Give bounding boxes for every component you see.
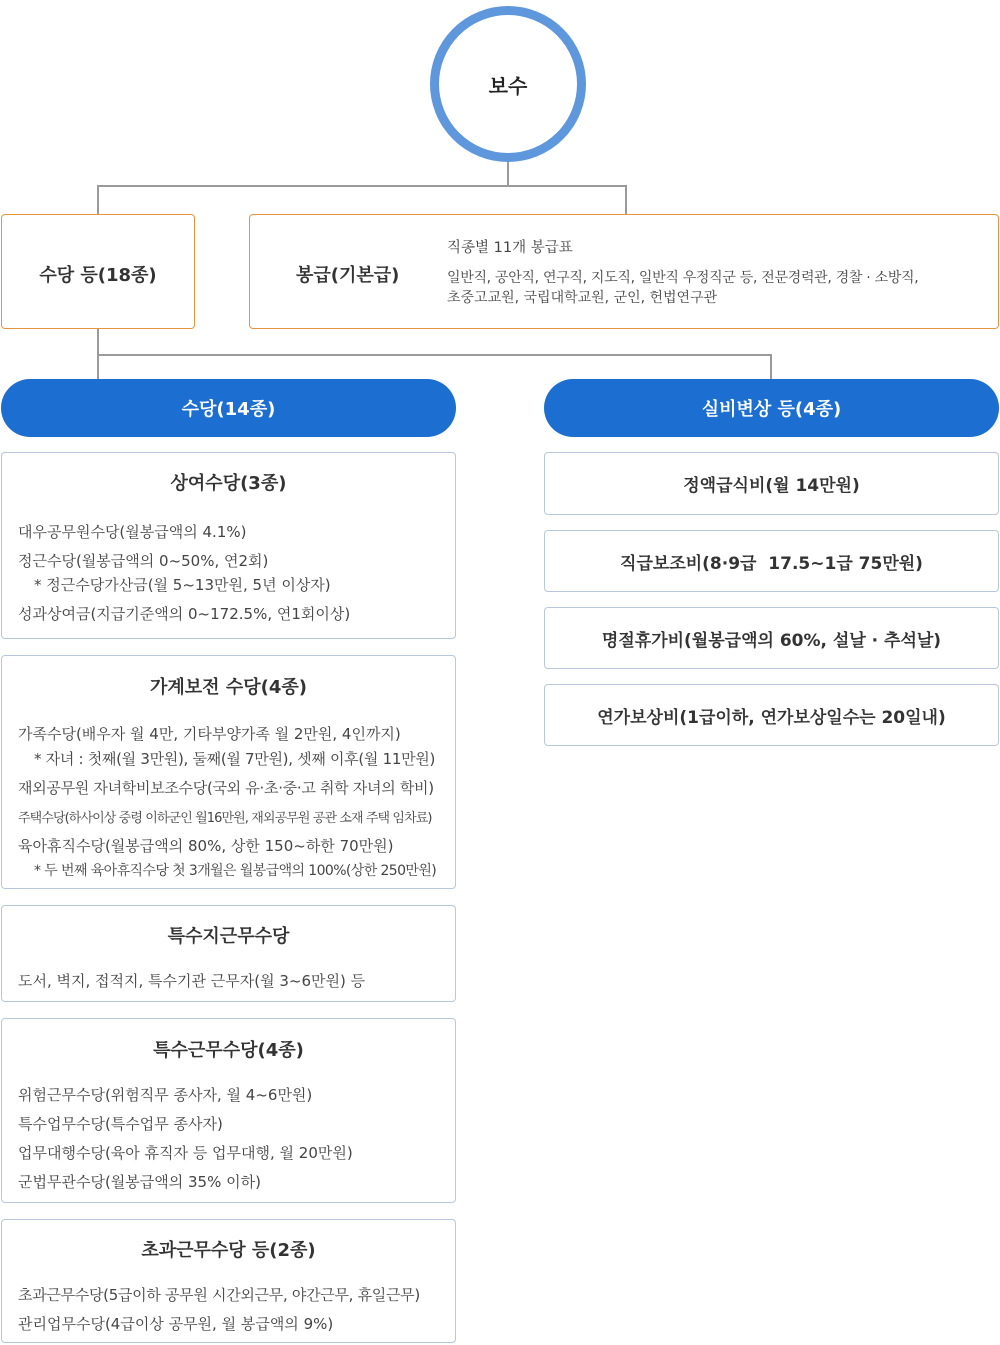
connector-root-down bbox=[507, 162, 509, 186]
household-allowance-line: 재외공무원 자녀학비보조수당(국외 유·초·중·고 취학 자녀의 학비) bbox=[18, 779, 434, 797]
bonus-allowance-line: 성과상여금(지급기준액의 0~172.5%, 연1회이상) bbox=[18, 605, 351, 623]
rank-subsidy-box bbox=[544, 530, 999, 592]
special-duty-allowance-title: 특수근무수당(4종) bbox=[153, 1040, 304, 1061]
basic-pay-box bbox=[249, 214, 999, 329]
household-allowance-note: * 두 번째 육아휴직수당 첫 3개월은 월봉급액의 100%(상한 250만원) bbox=[34, 863, 437, 879]
special-duty-allowance-line: 특수업무수당(특수업무 종사자) bbox=[18, 1115, 223, 1133]
bonus-allowance-line: 대우공무원수당(월봉급액의 4.1%) bbox=[18, 523, 247, 541]
connector-to-expenses bbox=[770, 354, 772, 379]
annual-leave-compensation-label: 연가보상비(1급이하, 연가보상일수는 20일내) bbox=[597, 707, 946, 728]
expenses-header-pill bbox=[544, 379, 999, 437]
basic-pay-description-line2: 초중고교원, 국립대학교원, 군인, 헌법연구관 bbox=[447, 290, 718, 306]
holiday-bonus-box bbox=[544, 607, 999, 669]
expenses-header-label: 실비변상 등(4종) bbox=[701, 399, 842, 420]
overtime-allowance-line: 관리업무수당(4급이상 공무원, 월 봉급액의 9%) bbox=[18, 1315, 334, 1333]
connector-top-horizontal bbox=[97, 185, 627, 187]
bonus-allowance-note: * 정근수당가산금(월 5~13만원, 5년 이상자) bbox=[34, 576, 331, 594]
household-allowance-line: 가족수당(배우자 월 4만, 기타부양가족 월 2만원, 4인까지) bbox=[18, 725, 401, 743]
connector-to-basic-pay bbox=[625, 185, 627, 214]
household-allowance-box bbox=[1, 655, 456, 889]
household-allowance-title: 가계보전 수당(4종) bbox=[150, 677, 307, 698]
overtime-allowance-line: 초과근무수당(5급이하 공무원 시간외근무, 야간근무, 휴일근무) bbox=[18, 1286, 420, 1304]
basic-pay-subtitle: 직종별 11개 봉급표 bbox=[447, 240, 573, 256]
special-duty-allowance-box bbox=[1, 1018, 456, 1203]
allowances-header-label: 수당(14종) bbox=[181, 399, 276, 420]
overtime-allowance-box bbox=[1, 1219, 456, 1343]
basic-pay-description-line1: 일반직, 공안직, 연구직, 지도직, 일반직 우정직군 등, 전문경력관, 경찰 · 소방직, bbox=[447, 270, 919, 286]
bonus-allowance-line: 정근수당(월봉급액의 0~50%, 연2회) bbox=[18, 552, 269, 570]
special-duty-allowance-line: 위험근무수당(위험직무 종사자, 월 4~6만원) bbox=[18, 1086, 313, 1104]
bonus-allowance-title: 상여수당(3종) bbox=[170, 473, 287, 494]
rank-subsidy-label: 직급보조비(8·9급 17.5~1급 75만원) bbox=[620, 553, 923, 574]
connector-to-allowance-group bbox=[97, 185, 99, 214]
allowance-group-label: 수당 등(18종) bbox=[39, 265, 157, 286]
bonus-allowance-box bbox=[1, 452, 456, 639]
allowances-header-pill bbox=[1, 379, 456, 437]
root-node-circle bbox=[430, 6, 586, 162]
special-duty-allowance-line: 업무대행수당(육아 휴직자 등 업무대행, 월 20만원) bbox=[18, 1144, 353, 1162]
overtime-allowance-title: 초과근무수당 등(2종) bbox=[141, 1240, 316, 1261]
remote-area-allowance-box bbox=[1, 905, 456, 1002]
household-allowance-line: 육아휴직수당(월봉급액의 80%, 상한 150~하한 70만원) bbox=[18, 837, 394, 855]
household-allowance-line: 주택수당(하사이상 중령 이하군인 월16만원, 재외공무원 공관 소재 주택 임차료) bbox=[18, 811, 432, 826]
allowance-group-box bbox=[1, 214, 195, 329]
connector-mid-horizontal bbox=[97, 354, 772, 356]
household-allowance-note: * 자녀 : 첫째(월 3만원), 둘째(월 7만원), 셋째 이후(월 11만원) bbox=[34, 750, 436, 768]
holiday-bonus-label: 명절휴가비(월봉급액의 60%, 설날 · 추석날) bbox=[601, 630, 942, 651]
basic-pay-label: 봉급(기본급) bbox=[296, 265, 400, 286]
meal-expense-label: 정액급식비(월 14만원) bbox=[683, 476, 860, 496]
remote-area-allowance-title: 특수지근무수당 bbox=[167, 926, 290, 947]
annual-leave-compensation-box bbox=[544, 684, 999, 746]
remote-area-allowance-line: 도서, 벽지, 접적지, 특수기관 근무자(월 3~6만원) 등 bbox=[18, 972, 366, 990]
special-duty-allowance-line: 군법무관수당(월봉급액의 35% 이하) bbox=[18, 1173, 261, 1191]
meal-expense-box bbox=[544, 452, 999, 515]
root-node-label: 보수 bbox=[488, 73, 528, 98]
